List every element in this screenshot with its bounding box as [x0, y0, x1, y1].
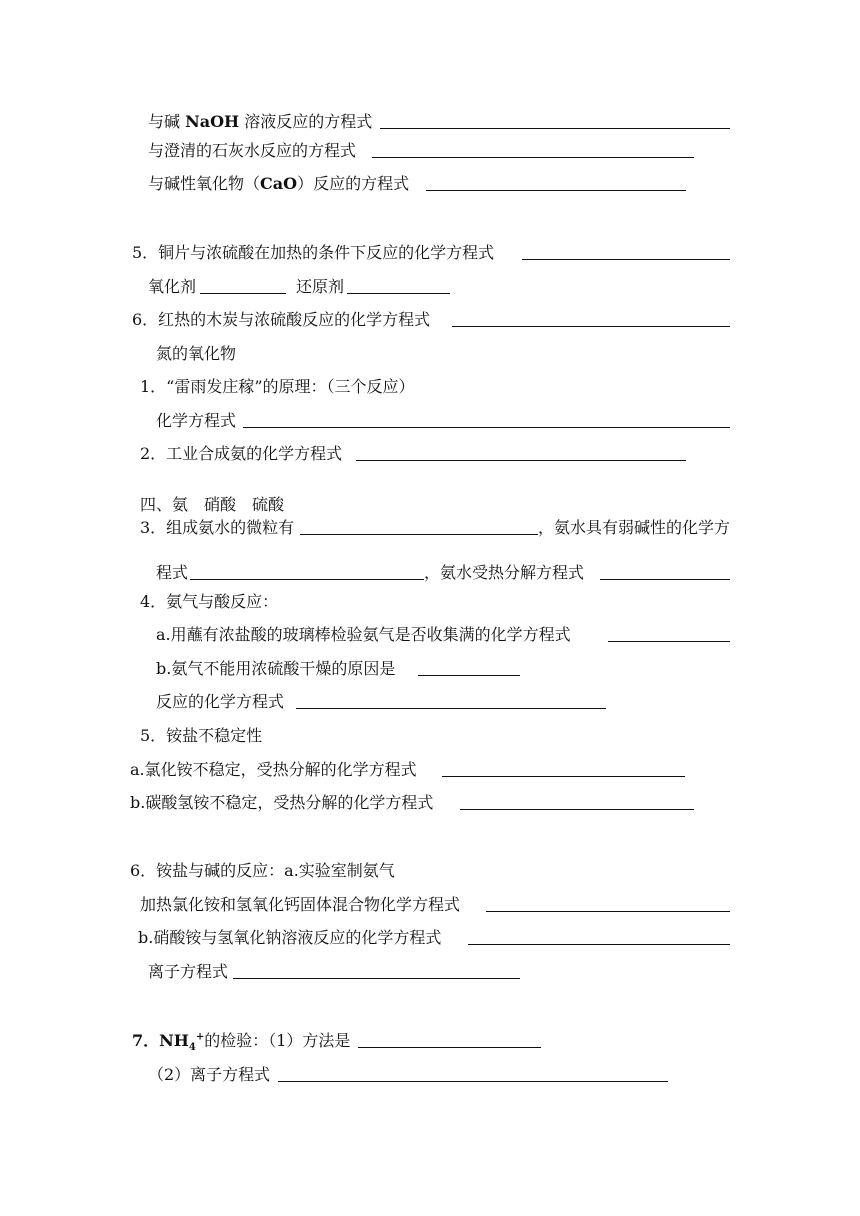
answer-blank-decomposition[interactable] — [600, 579, 730, 580]
nh4-prefix: 7．NH — [132, 1031, 189, 1050]
answer-blank-nh4cl[interactable] — [442, 776, 685, 777]
question-copper-sulfuric: 5．铜片与浓硫酸在加热的条件下反应的化学方程式 — [132, 243, 495, 262]
question-nh4-test — [132, 1030, 350, 1052]
label-ionic-equation-2: （2）离子方程式 — [148, 1065, 271, 1084]
answer-blank-reducer[interactable] — [347, 293, 450, 294]
answer-blank-weak-base[interactable] — [190, 579, 424, 580]
question-hcl-rod-test: a.用蘸有浓盐酸的玻璃棒检验氨气是否收集满的化学方程式 — [156, 625, 571, 644]
answer-blank-limewater[interactable] — [372, 157, 694, 158]
label-equation-continued: 程式 — [156, 563, 189, 582]
nh4-subscript: 4 — [188, 1042, 196, 1054]
label-oxidizer: 氧化剂 — [148, 277, 197, 296]
answer-blank-ionic[interactable] — [233, 978, 520, 979]
label-reducer: 还原剂 — [296, 277, 345, 296]
question-nh4cl-decomposition: a.氯化铵不稳定，受热分解的化学方程式 — [130, 760, 417, 779]
answer-blank-nh4hco3[interactable] — [460, 809, 694, 810]
section-heading-four: 四、氨 硝酸 硫酸 — [140, 495, 285, 514]
nh4-superscript: + — [195, 1031, 205, 1043]
answer-blank-lab-prep[interactable] — [486, 911, 730, 912]
question-nh4no3-naoh: b.硝酸铵与氢氧化钠溶液反应的化学方程式 — [138, 928, 442, 947]
question-limewater-reaction: 与澄清的石灰水反应的方程式 — [148, 141, 357, 160]
answer-blank-charcoal[interactable] — [452, 326, 730, 327]
answer-blank-copper-sulfuric[interactable] — [522, 259, 730, 260]
question-ammonia-acid: 4．氨气与酸反应： — [140, 592, 279, 611]
question-ammonia-water-particles: 3．组成氨水的微粒有 — [140, 518, 295, 537]
answer-blank-synthesis[interactable] — [356, 460, 686, 461]
answer-blank-hcl-rod[interactable] — [608, 641, 730, 642]
answer-blank-nh4no3[interactable] — [468, 944, 730, 945]
nh4-test-method-label: 的检验：（1）方法是 — [204, 1031, 351, 1050]
answer-blank-drying-equation[interactable] — [296, 708, 606, 709]
answer-blank-oxidizer[interactable] — [200, 293, 286, 294]
question-cao-reaction: 与碱性氧化物（CaO）反应的方程式 — [148, 174, 410, 193]
question-nh4hco3-decomposition: b.碳酸氢铵不稳定，受热分解的化学方程式 — [130, 793, 434, 812]
answer-blank-drying-reason[interactable] — [418, 675, 520, 676]
section-nitrogen-oxides: 氮的氧化物 — [156, 344, 237, 363]
answer-blank-nh4-ionic[interactable] — [278, 1081, 668, 1082]
question-ammonia-synthesis: 2．工业合成氨的化学方程式 — [140, 444, 343, 463]
answer-blank-nh4-method[interactable] — [358, 1047, 541, 1048]
question-ammonium-instability: 5．铵盐不稳定性 — [140, 726, 263, 745]
nh4-formula — [132, 1031, 205, 1054]
label-ionic-equation: 离子方程式 — [148, 962, 229, 981]
question-ammonium-base: 6．铵盐与碱的反应：a.实验室制氨气 — [130, 861, 395, 880]
answer-blank-cao[interactable] — [426, 190, 686, 191]
question-naoh-reaction: 与碱 NaOH 溶液反应的方程式 — [148, 112, 373, 131]
answer-blank-particles[interactable] — [300, 534, 538, 535]
question-charcoal-sulfuric: 6．红热的木炭与浓硫酸反应的化学方程式 — [132, 310, 431, 329]
question-thunderstorm: 1．“雷雨发庄稼”的原理：（三个反应） — [140, 377, 415, 396]
question-ammonia-weak-base: ，氨水具有弱碱性的化学方 — [538, 518, 731, 537]
answer-blank-naoh[interactable] — [380, 128, 730, 129]
label-reaction-equation: 反应的化学方程式 — [156, 692, 285, 711]
question-lab-ammonia-prep: 加热氯化铵和氢氧化钙固体混合物化学方程式 — [140, 895, 461, 914]
question-ammonia-decomposition: ，氨水受热分解方程式 — [424, 563, 585, 582]
answer-blank-thunderstorm[interactable] — [243, 427, 730, 428]
label-chemical-equation: 化学方程式 — [156, 411, 237, 430]
question-drying-reason: b.氨气不能用浓硫酸干燥的原因是 — [156, 659, 396, 678]
